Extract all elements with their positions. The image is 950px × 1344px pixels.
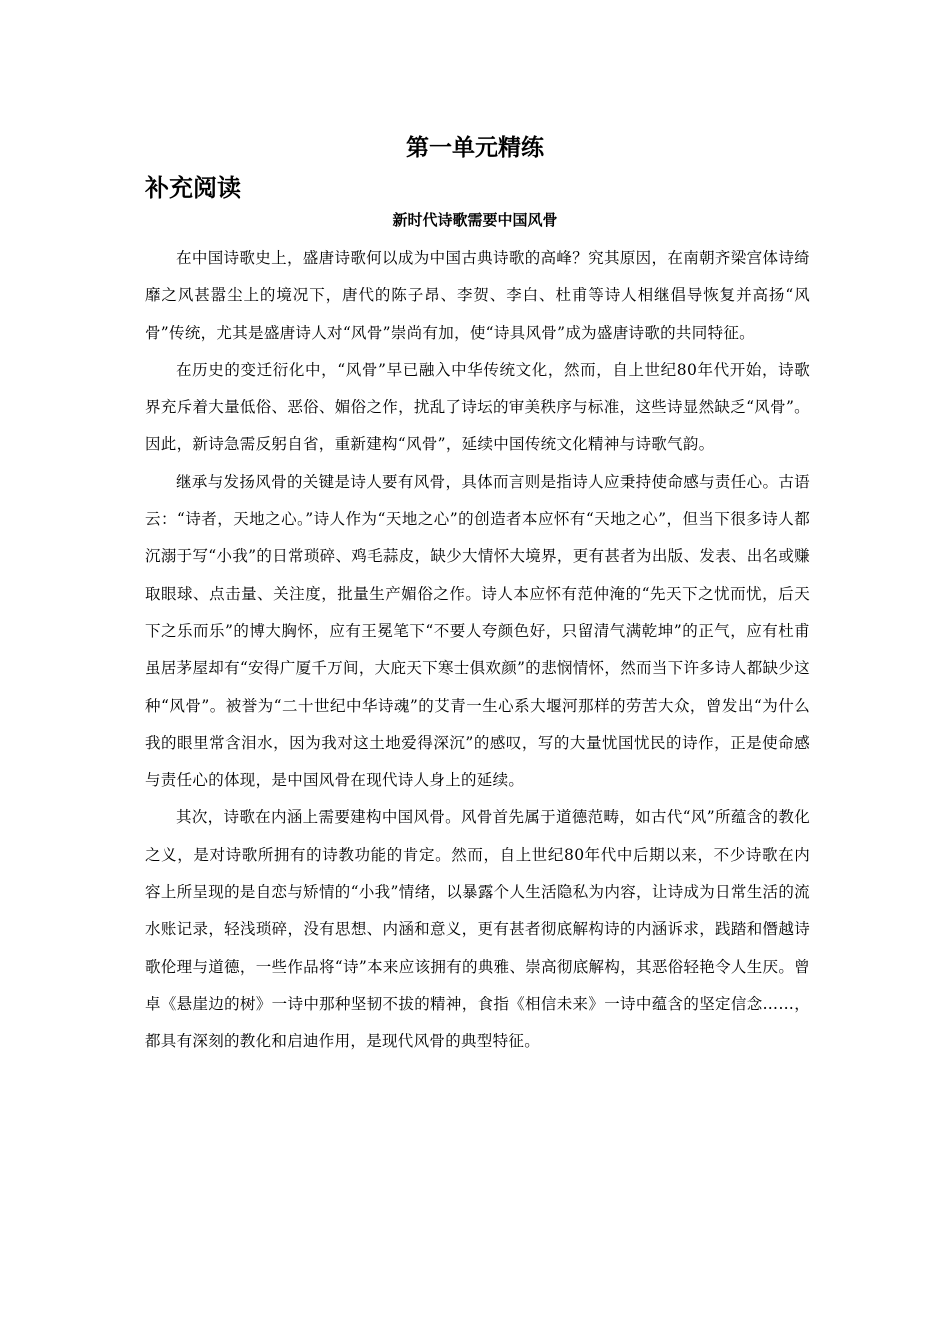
paragraph-2: 在历史的变迁衍化中，“风骨”早已融入中华传统文化，然而，自上世纪80年代开始，诗歌界充斥着大量低俗、恶俗、媚俗之作，扰乱了诗坛的审美秩序与标准，这些诗显然缺乏“风骨”。因此，新诗急需反躬自省，重新建构“风骨”，延续中国传统文化精神与诗歌气韵。 [145, 360, 810, 454]
section-heading: 补充阅读 [145, 174, 241, 202]
paragraph-4: 其次，诗歌在内涵上需要建构中国风骨。风骨首先属于道德范畴，如古代“风”所蕴含的教化之义，是对诗歌所拥有的诗教功能的肯定。然而，自上世纪80年代中后期以来，不少诗歌在内容上所呈现的是自恋与矫情的“小我”情绪，以暴露个人生活隐私为内容，让诗成为日常生活的流水账记录，轻浅琐碎，没有思想、内涵和意义，更有甚者彻底解构诗的内涵诉求，践踏和僭越诗歌伦理与道德，一些作品将“诗”本来应该拥有的典雅、崇高彻底解构，其恶俗轻艳令人生厌。曾卓《悬崖边的树》一诗中那种坚韧不拔的精神，食指《相信未来》一诗中蕴含的坚定信念……，都具有深刻的教化和启迪作用，是现代风骨的典型特征。 [145, 808, 810, 1051]
document-title: 第一单元精练 [406, 135, 544, 161]
article-body [145, 240, 810, 1061]
paragraph-3: 继承与发扬风骨的关键是诗人要有风骨，具体而言则是指诗人应秉持使命感与责任心。古语云：“诗者，天地之心。”诗人作为“天地之心”的创造者本应怀有“天地之心”，但当下很多诗人都沉溺于写“小我”的日常琐碎、鸡毛蒜皮，缺少大情怀大境界，更有甚者为出版、发表、出名或赚取眼球、点击量、关注度，批量生产媚俗之作。诗人本应怀有范仲淹的“先天下之忧而忧，后天下之乐而乐”的博大胸怀，应有王冕笔下“不要人夸颜色好，只留清气满乾坤”的正气，应有杜甫虽居茅屋却有“安得广厦千万间，大庇天下寒士俱欢颜”的悲悯情怀，然而当下许多诗人都缺少这种“风骨”。被誉为“二十世纪中华诗魂”的艾青一生心系大堰河那样的劳苦大众，曾发出“为什么我的眼里常含泪水，因为我对这土地爱得深沉”的感叹，写的大量忧国忧民的诗作，正是使命感与责任心的体现，是中国风骨在现代诗人身上的延续。 [145, 472, 810, 790]
paragraph-1: 在中国诗歌史上，盛唐诗歌何以成为中国古典诗歌的高峰？究其原因，在南朝齐梁宫体诗绮靡之风甚嚣尘上的境况下，唐代的陈子昂、李贺、李白、杜甫等诗人相继倡导恢复并高扬“风骨”传统，尤其是盛唐诗人对“风骨”崇尚有加，使“诗具风骨”成为盛唐诗歌的共同特征。 [145, 249, 810, 342]
article-title: 新时代诗歌需要中国风骨 [392, 211, 558, 229]
